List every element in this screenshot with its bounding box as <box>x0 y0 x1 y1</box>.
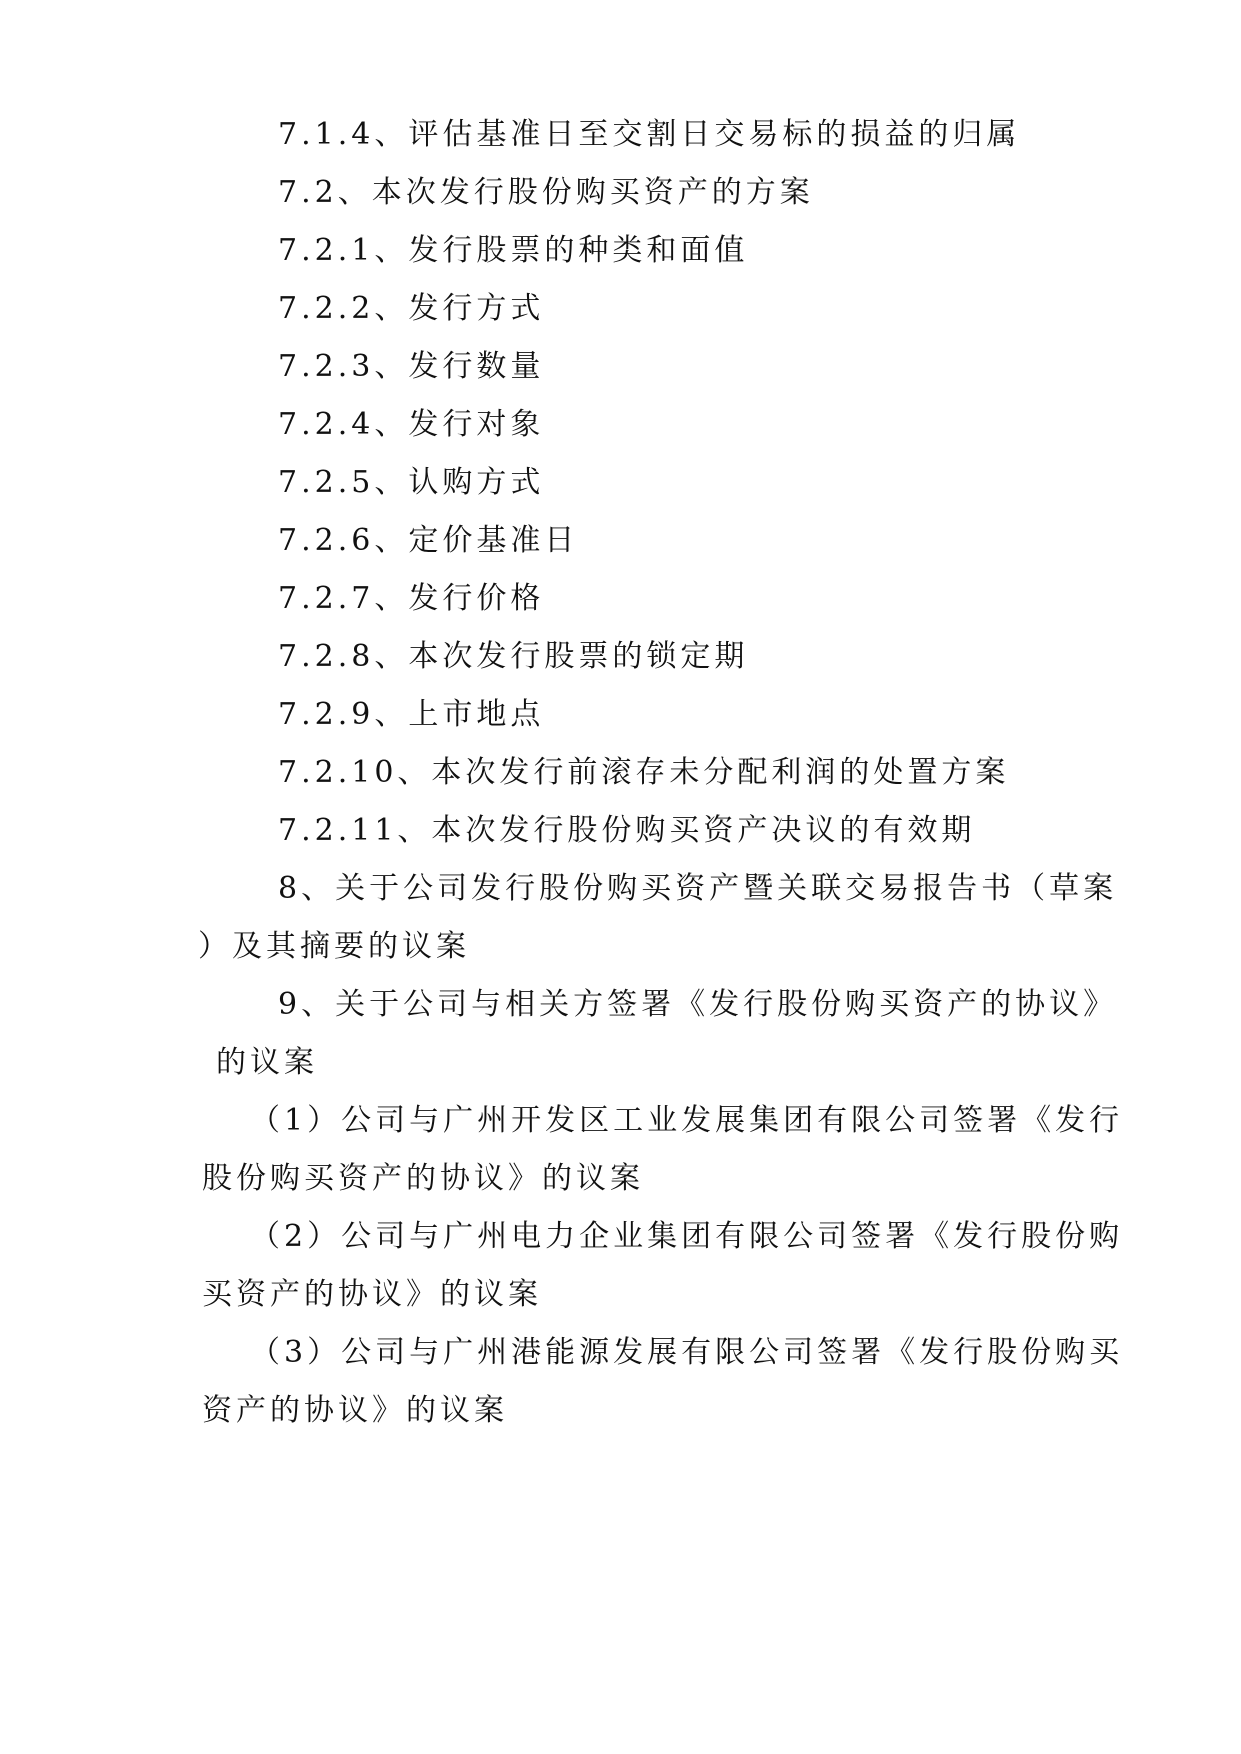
text-line-item-9-continued: 的议案 <box>216 1045 318 1080</box>
text-line-7-2-4: 7.2.4、发行对象 <box>278 407 545 442</box>
text-line-sub-2-continued: 买资产的协议》的议案 <box>202 1277 542 1312</box>
text-line-7-2-2: 7.2.2、发行方式 <box>278 291 545 326</box>
text-line-item-9: 9、关于公司与相关方签署《发行股份购买资产的协议》 <box>278 987 1118 1022</box>
text-line-item-8: 8、关于公司发行股份购买资产暨关联交易报告书（草案 <box>278 871 1118 906</box>
text-line-7-2-8: 7.2.8、本次发行股票的锁定期 <box>278 639 749 674</box>
text-line-sub-3: （3）公司与广州港能源发展有限公司签署《发行股份购买 <box>250 1335 1124 1370</box>
text-line-7-2: 7.2、本次发行股份购买资产的方案 <box>278 175 814 210</box>
text-line-7-2-11: 7.2.11、本次发行股份购买资产决议的有效期 <box>278 813 976 848</box>
text-line-7-2-1: 7.2.1、发行股票的种类和面值 <box>278 233 749 268</box>
text-line-item-8-continued: ）及其摘要的议案 <box>198 929 470 964</box>
text-line-sub-3-continued: 资产的协议》的议案 <box>202 1393 508 1428</box>
text-line-7-1-4: 7.1.4、评估基准日至交割日交易标的损益的归属 <box>278 117 1021 152</box>
text-line-7-2-6: 7.2.6、定价基准日 <box>278 523 579 558</box>
text-line-7-2-10: 7.2.10、本次发行前滚存未分配利润的处置方案 <box>278 755 1010 790</box>
text-line-7-2-9: 7.2.9、上市地点 <box>278 697 545 732</box>
text-line-7-2-3: 7.2.3、发行数量 <box>278 349 545 384</box>
text-line-7-2-5: 7.2.5、认购方式 <box>278 465 545 500</box>
text-line-sub-2: （2）公司与广州电力企业集团有限公司签署《发行股份购 <box>250 1219 1124 1254</box>
text-line-sub-1: （1）公司与广州开发区工业发展集团有限公司签署《发行 <box>250 1103 1124 1138</box>
text-line-7-2-7: 7.2.7、发行价格 <box>278 581 545 616</box>
text-line-sub-1-continued: 股份购买资产的协议》的议案 <box>202 1161 644 1196</box>
